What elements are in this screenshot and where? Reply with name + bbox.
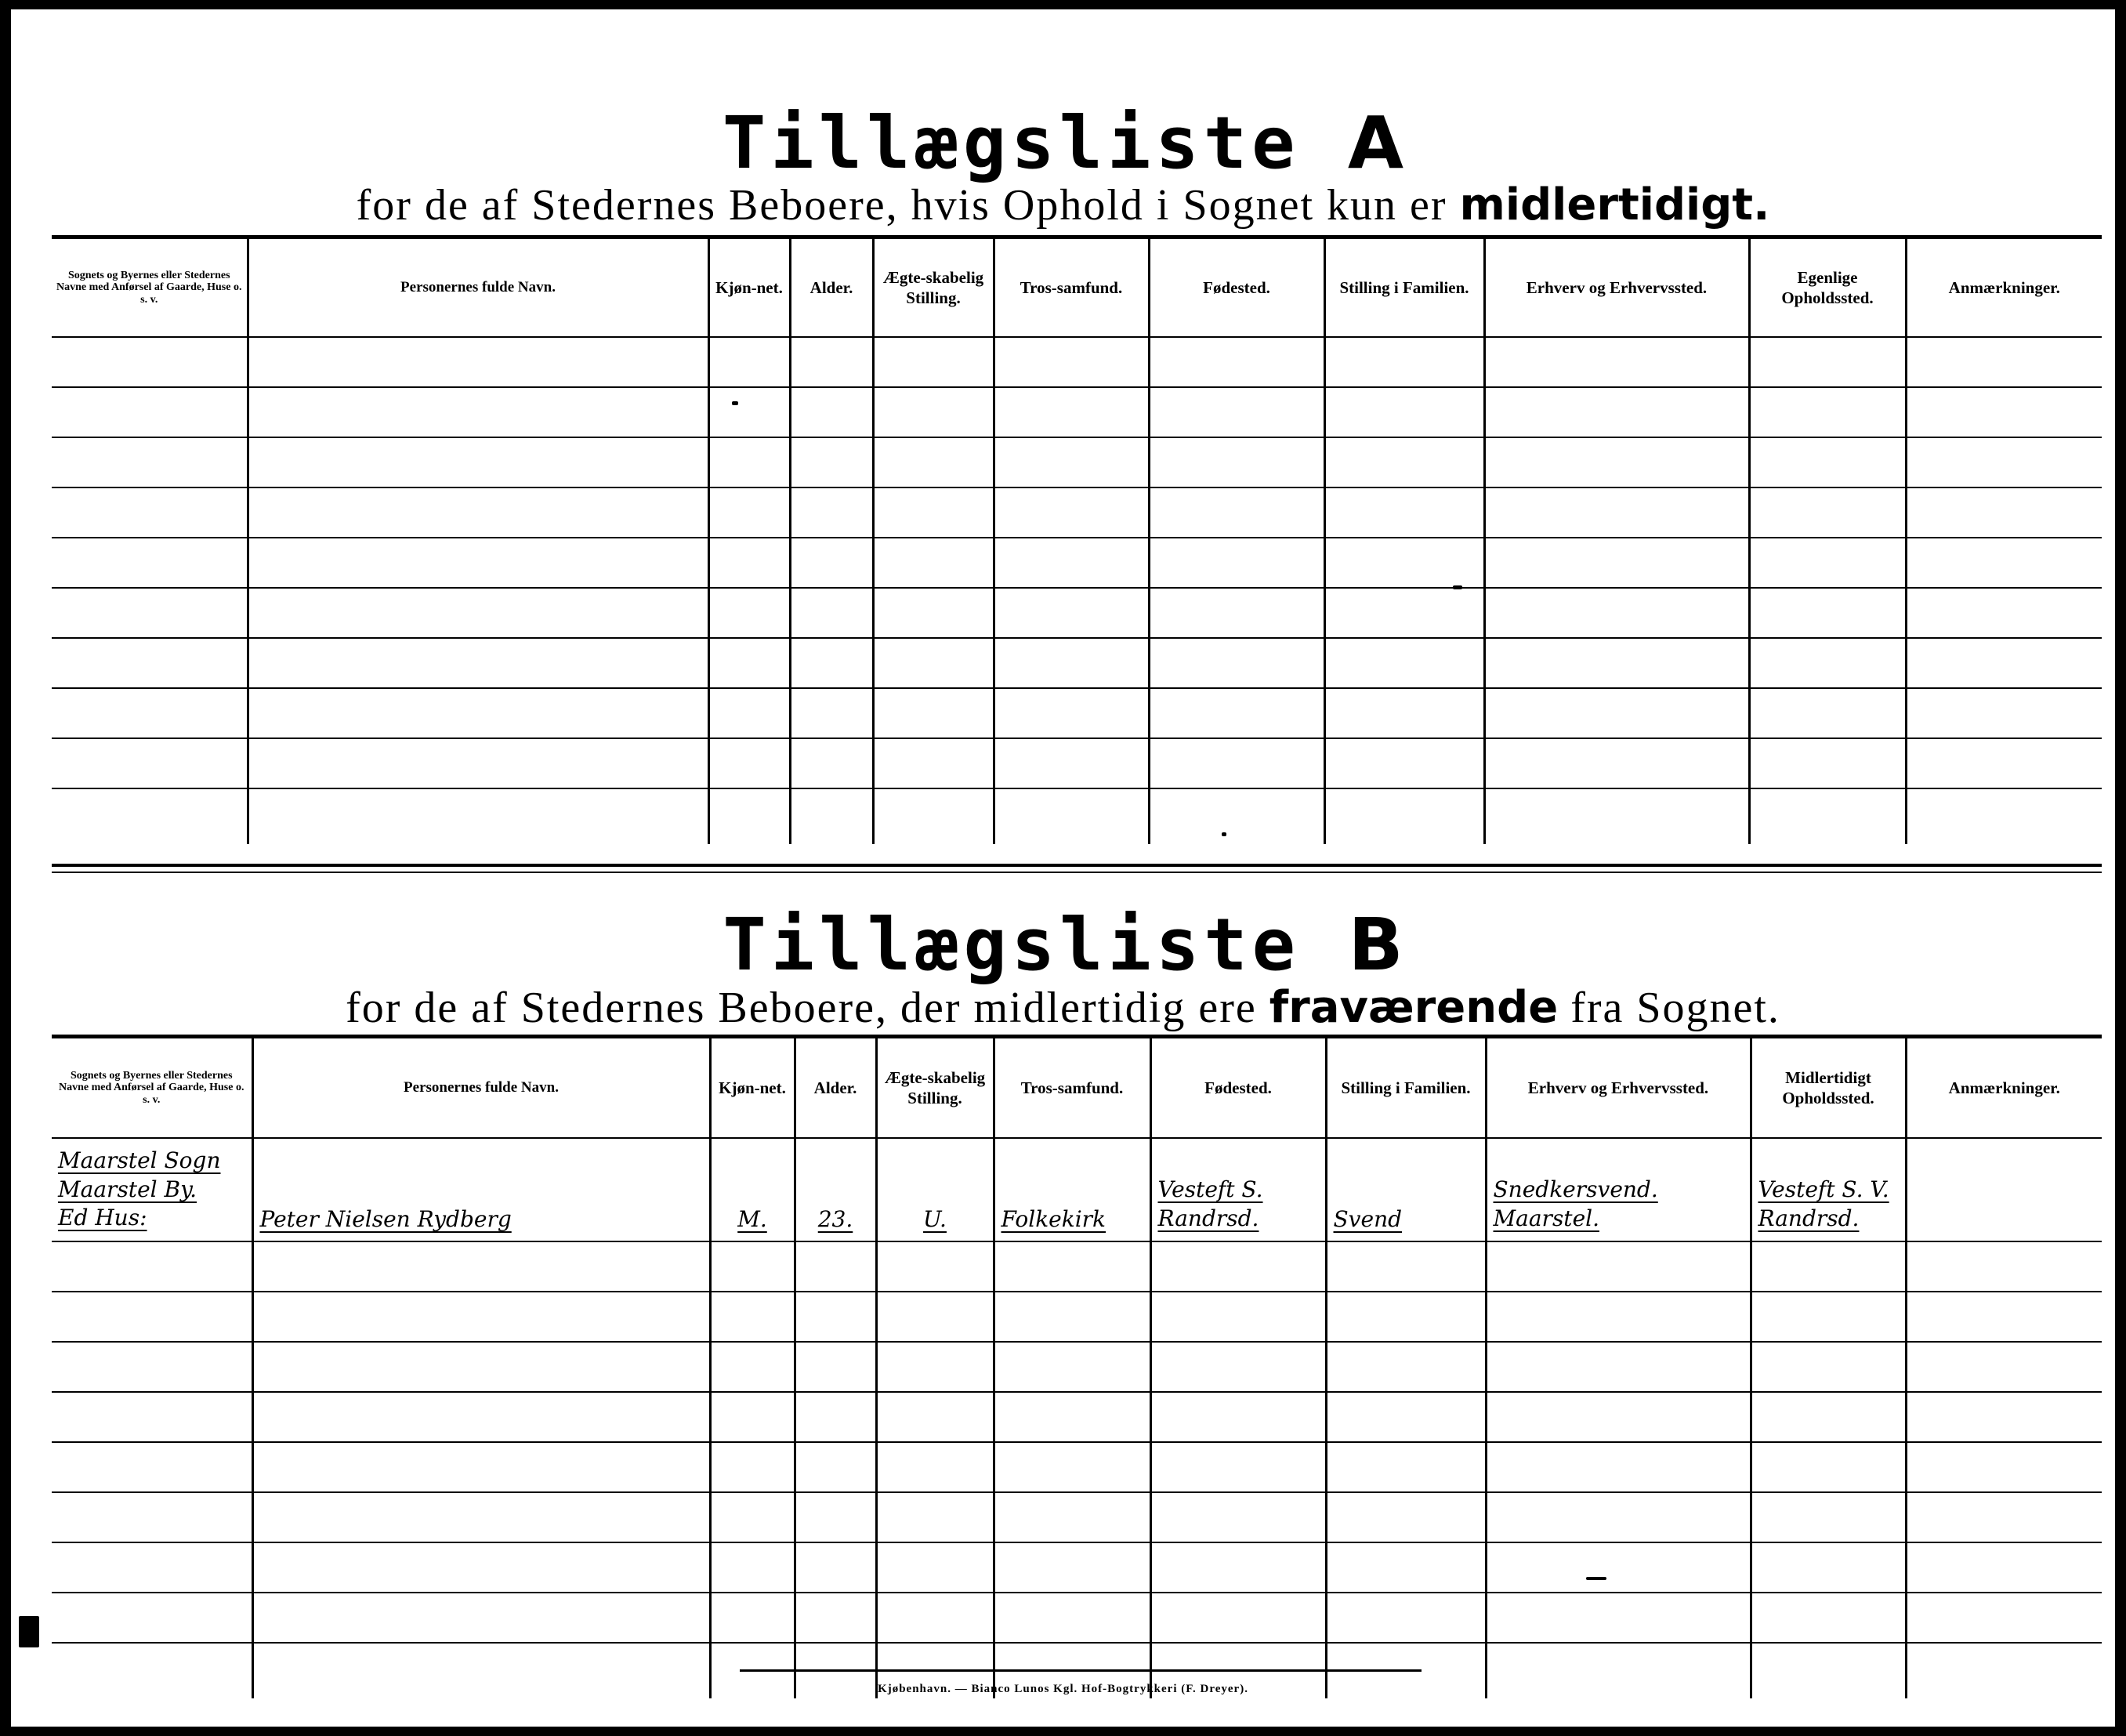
list-b-subtitle-suffix: fra Sognet. — [1570, 984, 1780, 1032]
table-row — [52, 588, 2102, 638]
person-family-position: Svend — [1333, 1206, 1403, 1232]
list-b-header-row — [52, 1037, 2102, 1139]
scan-speck — [1586, 1577, 1606, 1580]
table-row — [52, 1241, 2102, 1292]
scan-speck — [1222, 832, 1226, 836]
list-a-subtitle-emphasis: midlertidigt. — [1459, 179, 1770, 230]
table-row — [52, 688, 2102, 738]
age-cell — [795, 1138, 876, 1241]
col-header-age: Alder. — [790, 237, 873, 338]
person-occupation-2: Maarstel. — [1493, 1205, 1599, 1231]
col-header-name: Personernes fulde Navn. — [248, 237, 708, 338]
scan-speck — [732, 401, 738, 405]
birthplace-cell — [1150, 1138, 1326, 1241]
residence-cell — [1751, 1138, 1906, 1241]
place-parish: Maarstel Sogn — [58, 1147, 221, 1174]
col-header-place: Sognets og Byernes eller Stedernes Navne med Anførsel af Gaarde, Huse o. s. v. — [52, 1037, 252, 1139]
list-a-subtitle — [11, 179, 2115, 230]
col-header-marital: Ægte-skabelig Stilling. — [873, 237, 994, 338]
col-header-family-position: Stilling i Familien. — [1326, 1037, 1486, 1139]
table-row — [52, 1138, 2102, 1241]
table-row — [52, 788, 2102, 844]
col-header-residence: Egenlige Opholdssted. — [1749, 237, 1906, 338]
col-header-remarks: Anmærkninger. — [1906, 1037, 2102, 1139]
person-age: 23. — [817, 1206, 853, 1232]
family-position-cell — [1326, 1138, 1486, 1241]
table-row — [52, 538, 2102, 588]
table-row — [52, 738, 2102, 788]
col-header-residence: Midlertidigt Opholdssted. — [1751, 1037, 1906, 1139]
table-row — [52, 1492, 2102, 1542]
list-b-table — [52, 1035, 2102, 1698]
census-form-sheet — [11, 9, 2115, 1727]
scan-blot — [19, 1616, 39, 1647]
person-birthplace-2: Randrsd. — [1157, 1205, 1259, 1231]
place-town: Maarstel By. — [58, 1176, 197, 1202]
col-header-birthplace: Fødested. — [1149, 237, 1324, 338]
person-residence-2: Randrsd. — [1758, 1205, 1860, 1231]
table-row — [52, 1593, 2102, 1643]
list-a-letter: A — [1347, 101, 1404, 185]
col-header-occupation: Erhverv og Erhvervssted. — [1484, 237, 1749, 338]
remarks-cell — [1906, 1138, 2102, 1241]
table-row — [52, 387, 2102, 437]
place-house: Ed Hus: — [58, 1205, 147, 1231]
scan-speck — [1453, 585, 1462, 589]
list-b-title-text: Tillægsliste — [723, 903, 1301, 987]
place-cell — [52, 1138, 252, 1241]
col-header-marital: Ægte-skabelig Stilling. — [876, 1037, 994, 1139]
person-sex: M. — [737, 1206, 767, 1232]
list-b-subtitle-emphasis: fraværende — [1269, 982, 1559, 1033]
list-b-subtitle — [11, 982, 2115, 1033]
table-row — [52, 1342, 2102, 1392]
printer-imprint: Kjøbenhavn. — Bianco Lunos Kgl. Hof-Bogtrykkeri (F. Dreyer). — [878, 1683, 1248, 1695]
faith-cell — [994, 1138, 1150, 1241]
list-b-title — [11, 903, 2115, 987]
person-name: Peter Nielsen Rydberg — [259, 1206, 512, 1232]
occupation-cell — [1486, 1138, 1751, 1241]
col-header-birthplace: Fødested. — [1150, 1037, 1326, 1139]
list-a-title-text: Tillægsliste — [722, 101, 1300, 185]
person-birthplace-1: Vesteft S. — [1157, 1176, 1263, 1203]
col-header-age: Alder. — [795, 1037, 876, 1139]
table-row — [52, 1292, 2102, 1342]
col-header-remarks: Anmærkninger. — [1906, 237, 2102, 338]
col-header-sex: Kjøn-net. — [710, 1037, 795, 1139]
col-header-sex: Kjøn-net. — [708, 237, 790, 338]
footer-rule — [740, 1669, 1422, 1672]
list-a-subtitle-text: for de af Stedernes Beboere, hvis Ophold i Sognet kun er — [356, 181, 1447, 230]
list-a-table — [52, 235, 2102, 844]
col-header-family-position: Stilling i Familien. — [1324, 237, 1484, 338]
table-row — [52, 1542, 2102, 1593]
list-a-title — [11, 101, 2115, 185]
sex-cell — [710, 1138, 795, 1241]
col-header-faith: Tros-samfund. — [994, 237, 1149, 338]
marital-cell — [876, 1138, 994, 1241]
person-faith: Folkekirk — [1001, 1206, 1106, 1232]
table-row — [52, 437, 2102, 487]
list-a-header-row — [52, 237, 2102, 338]
col-header-place: Sognets og Byernes eller Stedernes Navne med Anførsel af Gaarde, Huse o. s. v. — [52, 237, 248, 338]
list-a-bottom-rule — [52, 864, 2102, 867]
table-row — [52, 638, 2102, 688]
col-header-occupation: Erhverv og Erhvervssted. — [1486, 1037, 1751, 1139]
list-b-subtitle-text: for de af Stedernes Beboere, der midlertidig ere — [346, 984, 1257, 1032]
table-row — [52, 1442, 2102, 1492]
table-row — [52, 337, 2102, 387]
person-marital: U. — [923, 1206, 947, 1232]
person-residence-1: Vesteft S. V. — [1758, 1176, 1889, 1203]
table-row — [52, 1392, 2102, 1442]
list-a-bottom-rule-thin — [52, 872, 2102, 873]
name-cell — [252, 1138, 710, 1241]
col-header-name: Personernes fulde Navn. — [252, 1037, 710, 1139]
list-b-letter: B — [1348, 903, 1403, 987]
person-occupation-1: Snedkersvend. — [1493, 1176, 1658, 1203]
table-row — [52, 487, 2102, 538]
col-header-faith: Tros-samfund. — [994, 1037, 1150, 1139]
